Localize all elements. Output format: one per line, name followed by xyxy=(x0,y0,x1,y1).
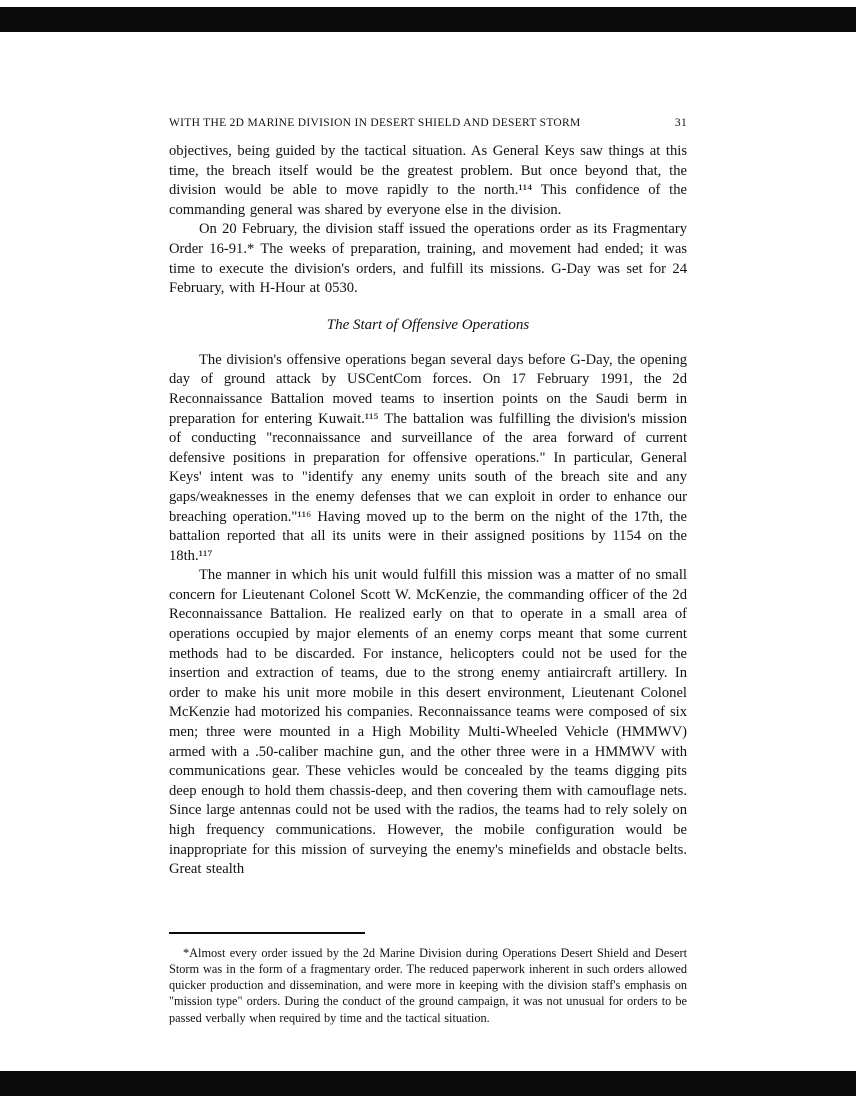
paragraph-objectives: objectives, being guided by the tactical situation. As General Keys saw things at this time, the breach itself would be the greatest problem. But once beyond that, the division would be able to move rapidly to the north.¹¹⁴ This confidence of the commanding general was shared by everyone else in the division. xyxy=(169,143,687,218)
page-number: 31 xyxy=(674,117,687,129)
paragraph-frag-order: On 20 February, the division staff issued the operations order as its Fragmentary Order 16-91.* The weeks of preparation, training, and movement had ended; it was time to execute the division's orders, and fulfill its missions. G-Day was set for 24 February, with H-Hour at 0530. xyxy=(169,221,687,297)
scan-border-top xyxy=(0,7,856,32)
paragraph-offensive-operations: The division's offensive operations began several days before G-Day, the opening day of ground attack by USCentCom forces. On 17 February 1991, the 2d Reconnaissance Battalion moved teams to insertion points on the Saudi berm in preparation for entering Kuwait.¹¹⁵ The battalion was fulfilling the division's mission of conducting "reconnaissance and surveillance of the area forward of current defensive positions in preparation for offensive operations." In particular, General Keys' intent was to "identify any enemy units south of the breach site and any gaps/weaknesses in the enemy defenses that we can exploit in order to enhance our breaching operation."¹¹⁶ Having moved up to the berm on the night of the 17th, the battalion reported that all its units were in their assigned positions by 1154 on the 18th.¹¹⁷ xyxy=(169,351,687,564)
running-header-title: WITH THE 2D MARINE DIVISION IN DESERT SHIELD AND DESERT STORM xyxy=(169,117,581,129)
footnote-text: *Almost every order issued by the 2d Marine Division during Operations Desert Shield and Desert Storm was in the form of a fragmentary order. The reduced paperwork inherent in such orders allowed quicker production and dissemination, and were more in keeping with the division staff's emphasis on "mission type" orders. During the conduct of the ground campaign, it was not unusual for orders to be passed verbally when required by time and the tactical situation. xyxy=(169,945,687,1025)
document-page xyxy=(169,117,687,1026)
section-heading: The Start of Offensive Operations xyxy=(326,316,530,333)
running-header xyxy=(169,117,687,129)
paragraph-mckenzie: The manner in which his unit would fulfill this mission was a matter of no small concern for Lieutenant Colonel Scott W. McKenzie, the commanding officer of the 2d Reconnaissance Battalion. He realized early on that to operate in a small area of operations occupied by major elements of an enemy corps meant that some current methods had to be discarded. For instance, helicopters could not be used for the insertion and extraction of teams, due to the strong enemy antiaircraft artillery. In order to make his unit more mobile in this desert environment, Lieutenant Colonel McKenzie had motorized his companies. Reconnaissance teams were composed of six men; three were mounted in a High Mobility Multi-Wheeled Vehicle (HMMWV) armed with a .50-caliber machine gun, and the other three were in a HMMWV with communications gear. These vehicles would be concealed by the teams digging pits deep enough to hold them chassis-deep, and then covering them with camouflage nets. Since large antennas could not be used with the radios, the teams had to rely solely on high frequency communications. However, the mobile configuration would be inappropriate for this mission of surveying the enemy's minefields and obstacle belts. Great stealth xyxy=(169,567,687,878)
scan-border-bottom xyxy=(0,1071,856,1096)
footnote-block xyxy=(169,932,687,1026)
footnote-separator-rule xyxy=(169,932,365,934)
